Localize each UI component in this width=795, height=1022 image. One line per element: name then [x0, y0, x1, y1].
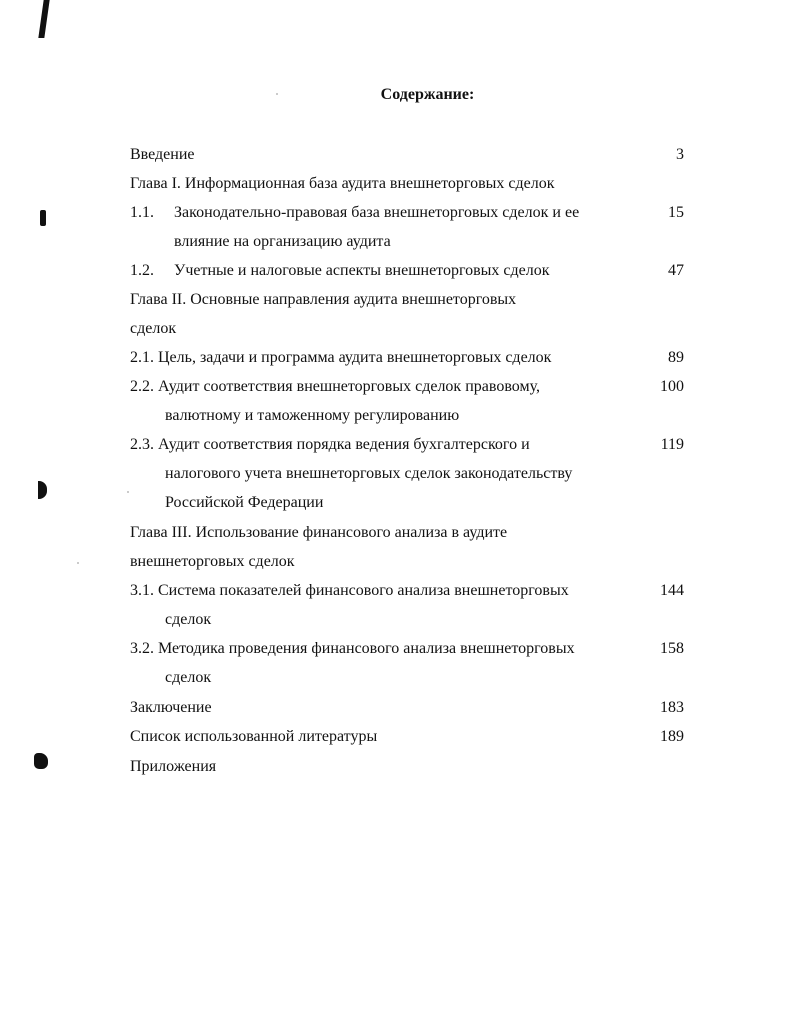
toc-entry-label: Заключение — [130, 699, 212, 716]
toc-entry-page: 89 — [668, 349, 684, 366]
toc-entry-label: Глава II. Основные направления аудита внешнеторговых — [130, 291, 517, 308]
toc-entry-continuation: влияние на организацию аудита — [174, 233, 391, 250]
toc-entry-page: 15 — [668, 204, 684, 221]
toc-entry-label: Список использованной литературы — [130, 728, 378, 745]
toc-entry-label: 2.1. Цель, задачи и программа аудита внешнеторговых сделок — [130, 349, 552, 366]
toc-entry-label: Приложения — [130, 758, 217, 775]
toc-entry-page: 100 — [660, 378, 684, 395]
toc-entry-label: Глава III. Использование финансового анализа в аудите — [130, 524, 508, 541]
toc-entry-continuation: внешнеторговых сделок — [130, 553, 295, 570]
toc-entry-label: 2.3. Аудит соответствия порядка ведения бухгалтерского и — [130, 436, 530, 453]
toc-entry-page: 183 — [660, 699, 684, 716]
toc-entry-continuation: Российской Федерации — [165, 494, 324, 511]
toc-entry-label: Введение — [130, 146, 195, 163]
toc-entry-prefix: 1.1. — [130, 204, 154, 221]
toc-entry-page: 119 — [660, 436, 684, 453]
toc-entry-label: 2.2. Аудит соответствия внешнеторговых сделок правовому, — [130, 378, 540, 395]
toc-entry-page: 3 — [676, 146, 684, 163]
toc-entry-page: 189 — [660, 728, 684, 745]
toc-entry-page: 144 — [660, 582, 684, 599]
toc-entry-label: Законодательно-правовая база внешнеторговых сделок и ее — [174, 204, 580, 221]
toc-entry-label: 3.2. Методика проведения финансового анализа внешнеторговых — [130, 640, 575, 657]
toc-entry-label: Учетные и налоговые аспекты внешнеторговых сделок — [174, 262, 550, 279]
toc-entry-continuation: сделок — [165, 611, 212, 628]
toc-entry-page: 158 — [660, 640, 684, 657]
toc-entry-continuation: налогового учета внешнеторговых сделок законодательству — [165, 465, 573, 482]
toc-entry-page: 47 — [668, 262, 684, 279]
toc-entry-label: Глава I. Информационная база аудита внешнеторговых сделок — [130, 175, 555, 192]
page-title: Содержание: — [380, 86, 475, 103]
toc-entry-continuation: сделок — [165, 669, 212, 686]
toc-entry-label: 3.1. Система показателей финансового анализа внешнеторговых — [130, 582, 569, 599]
toc-entry-prefix: 1.2. — [130, 262, 154, 279]
toc-entry-continuation: сделок — [130, 320, 177, 337]
toc-entry-continuation: валютному и таможенному регулированию — [165, 407, 460, 424]
